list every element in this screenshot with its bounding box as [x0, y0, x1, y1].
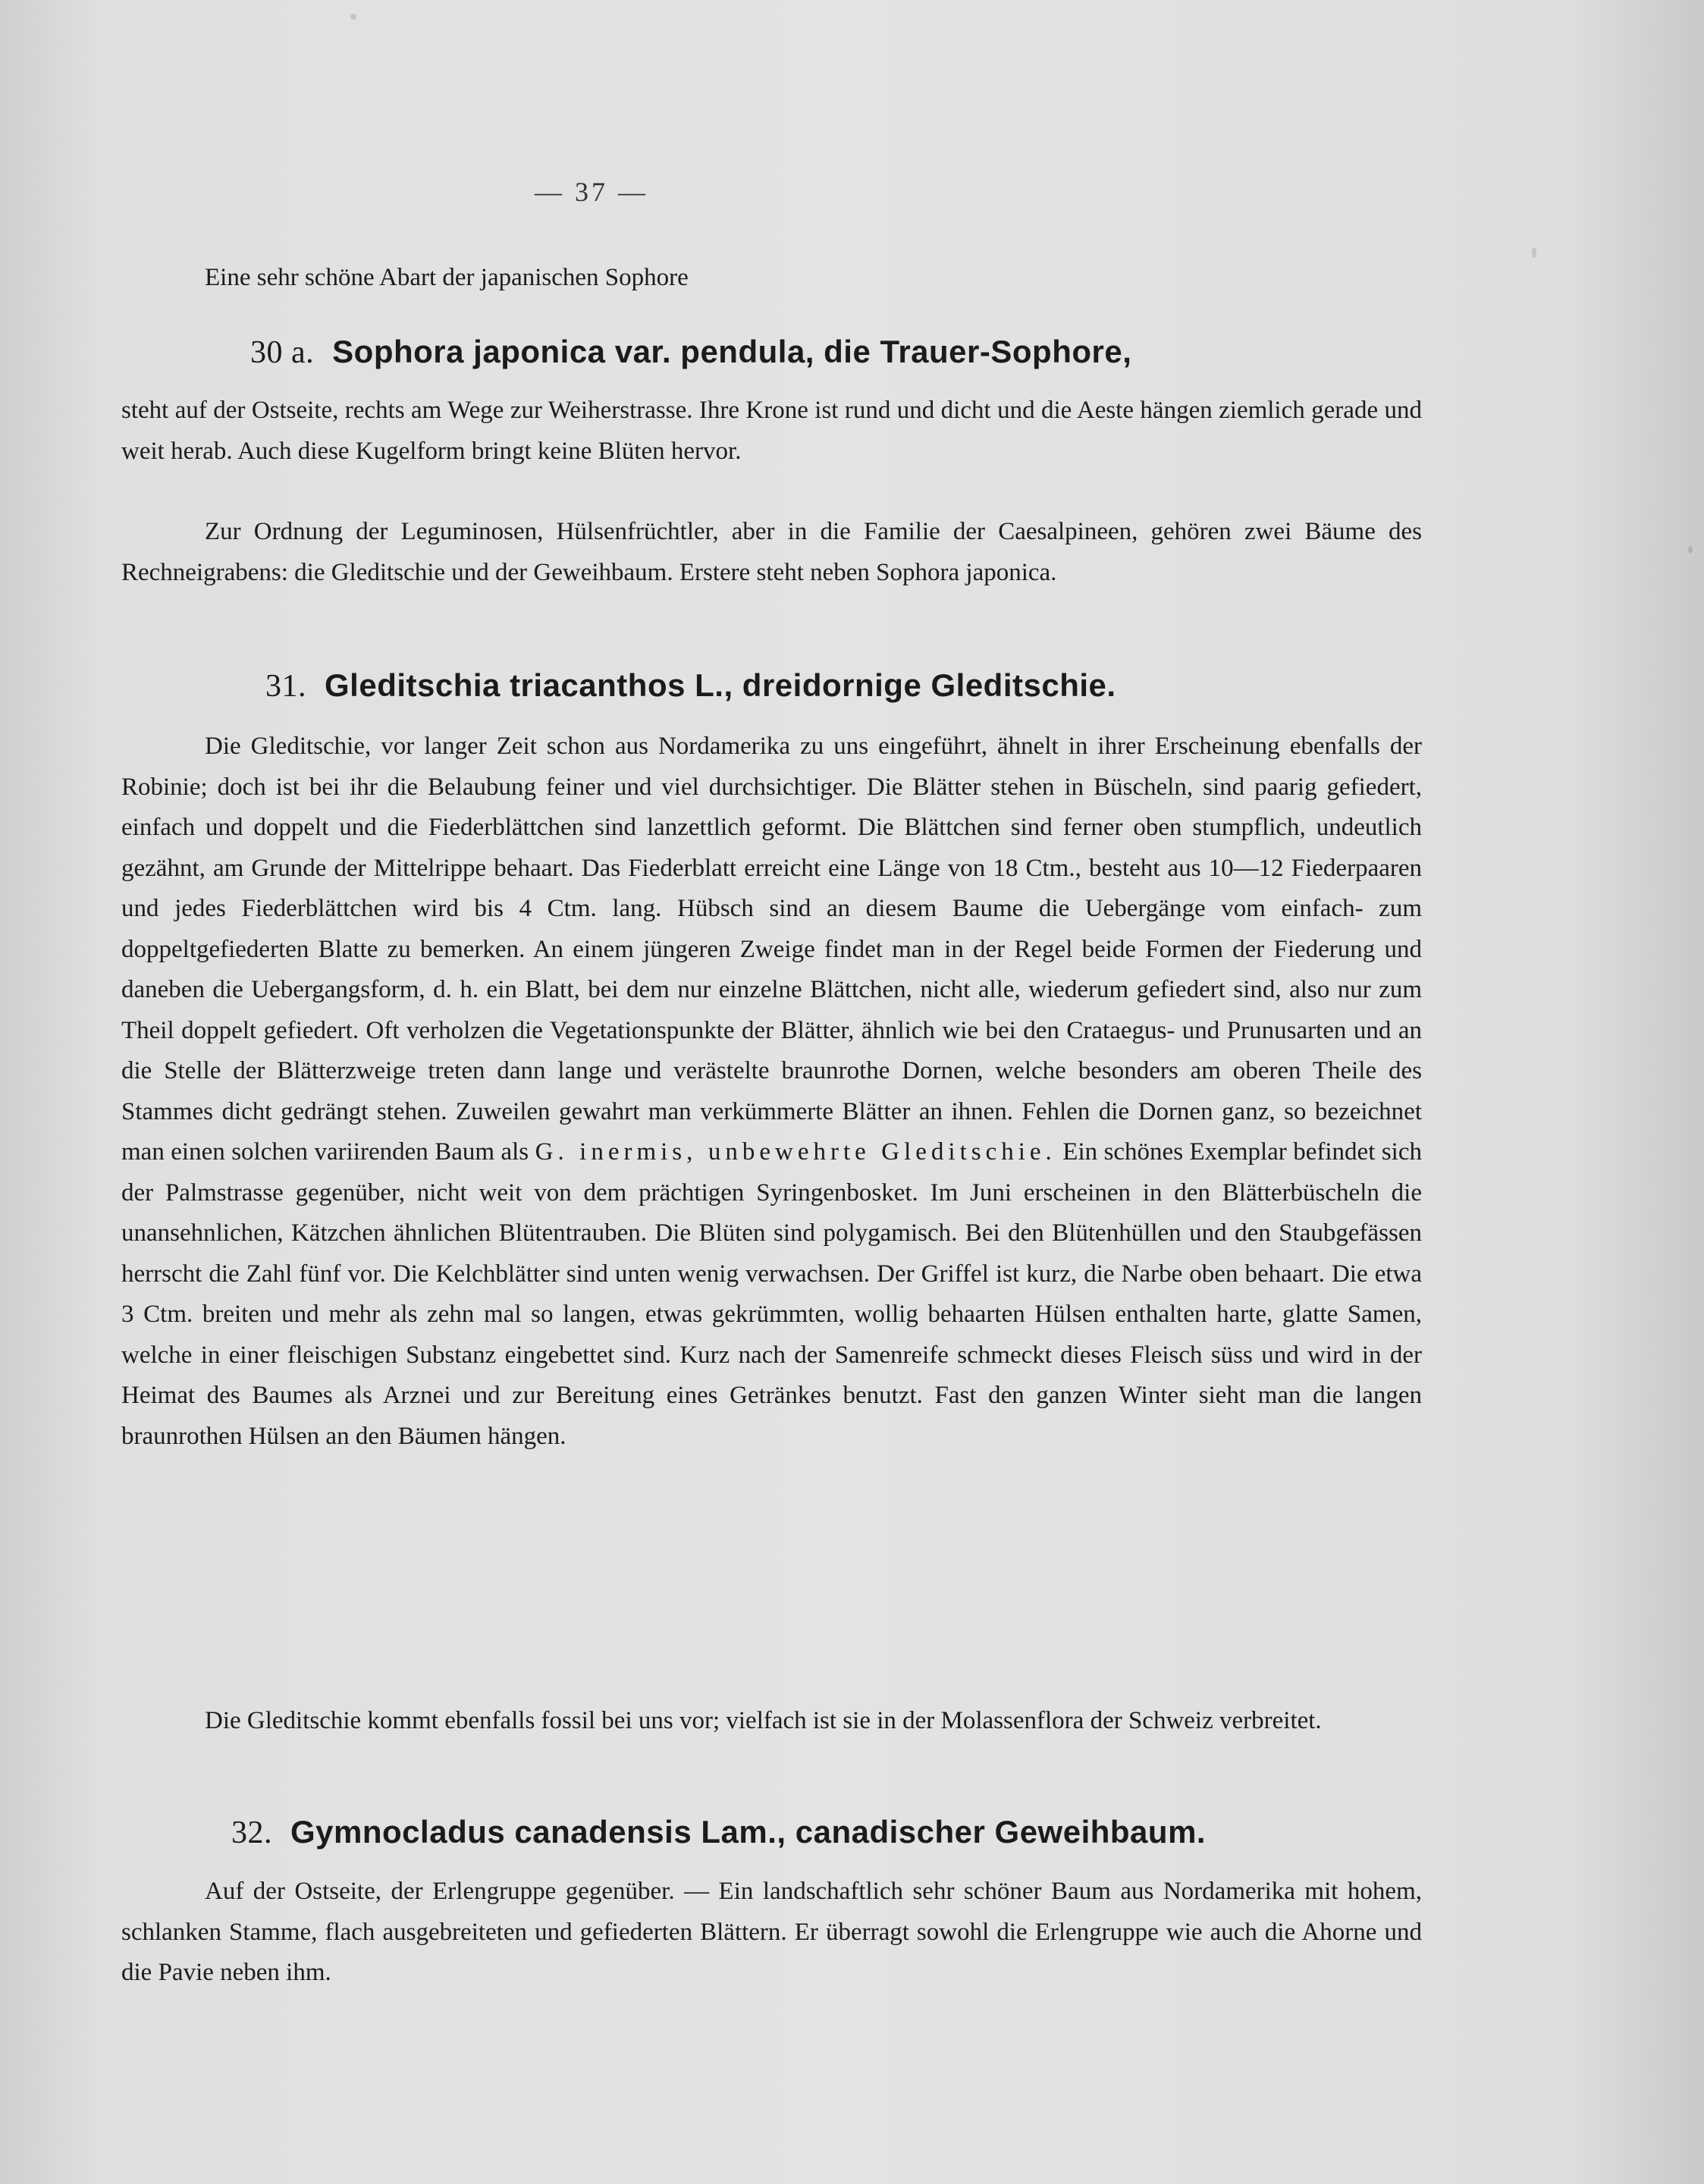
page-number: — 37 — [535, 177, 648, 207]
section-31-paragraph-2: Die Gleditschie kommt ebenfalls fossil bei uns vor; vielfach ist sie in der Molassenflora der Schweiz verbreitet. [205, 1707, 1322, 1734]
section-31-paragraph-1 [121, 726, 1422, 1457]
paper-blemish [350, 14, 356, 20]
section-31-spaced-term: G. inermis, unbewehrte Gleditschie. [535, 1138, 1056, 1166]
heading-31 [121, 667, 1422, 704]
section-32-paragraph-1: Auf der Ostseite, der Erlengruppe gegenüber. — Ein landschaftlich sehr schöner Baum aus Nordamerika mit hohem, schlanken Stamme, flach ausgebreiteten und gefiederten Blättern. Er überragt sowohl die Erlengruppe wie auch die Ahorne und die Pavie neben ihm. [121, 1878, 1422, 1986]
heading-30a [121, 334, 1422, 371]
section-31-paragraph-1-part-b: Ein schönes Exemplar befindet sich der Palmstrasse gegenüber, nicht weit von dem prächtigen Syringenbosket. Im Juni erscheinen in den Blätterbüscheln die unansehnlichen, Kätzchen ähnlichen Blütentrauben. Die Blüten sind polygamisch. Bei den Blütenhüllen und den Staubgefässen herrscht die Zahl fünf vor. Die Kelchblätter sind unten wenig verwachsen. Der Griffel ist kurz, die Narbe oben behaart. Die etwa 3 Ctm. breiten und mehr als zehn mal so langen, etwas gekrümmten, wollig behaarten Hülsen enthalten harte, glatte Samen, welche in einer fleischigen Substanz eingebettet sind. Kurz nach der Samenreife schmeckt dieses Fleisch süss und wird in der Heimat des Baumes als Arznei und zur Bereitung eines Getränkes benutzt. Fast den ganzen Winter sieht man die langen braunrothen Hülsen an den Bäumen hängen. [121, 1138, 1422, 1450]
paper-blemish [1688, 546, 1693, 554]
paper-blemish [1532, 247, 1536, 258]
heading-32-number: 32. [231, 1815, 272, 1850]
heading-32-title: Gymnocladus canadensis Lam., canadischer Geweihbaum. [290, 1814, 1207, 1850]
heading-30a-title: Sophora japonica var. pendula, die Trauer-Sophore, [332, 334, 1132, 369]
intro-line: Eine sehr schöne Abart der japanischen Sophore [205, 264, 689, 291]
section-31-paragraph-1-part-a: Die Gleditschie, vor langer Zeit schon aus Nordamerika zu uns eingeführt, ähnelt in ihrer Erscheinung ebenfalls der Robinie; doch ist bei ihr die Belaubung feiner und viel durchsichtiger. Die Blätter stehen in Büscheln, sind paarig gefiedert, einfach und doppelt und die Fiederblättchen sind lanzettlich geformt. Die Blättchen sind ferner oben stumpflich, undeutlich gezähnt, am Grunde der Mittelrippe behaart. Das Fiederblatt erreicht eine Länge von 18 Ctm., besteht aus 10—12 Fiederpaaren und jedes Fiederblättchen wird bis 4 Ctm. lang. Hübsch sind an diesem Baume die Uebergänge vom einfach- zum doppeltgefiederten Blatte zu bemerken. An einem jüngeren Zweige findet man in der Regel beide Formen der Fiederung und daneben die Uebergangsform, d. h. ein Blatt, bei dem nur einzelne Blättchen, nicht alle, wiederum gefiedert sind, also nur zum Theil doppelt gefiedert. Oft verholzen die Vegetationspunkte der Blätter, ähnlich wie bei den Crataegus- und Prunusarten und an die Stelle der Blätterzweige treten dann lange und verästelte braunrothe Dornen, welche besonders am oberen Theile des Stammes dicht gedrängt stehen. Zuweilen gewahrt man verkümmerte Blätter an ihnen. Fehlen die Dornen ganz, so bezeichnet man einen solchen variirenden Baum als [121, 733, 1422, 1166]
section-30a-paragraph-2: Zur Ordnung der Leguminosen, Hülsenfrüchtler, aber in die Familie der Caesalpineen, gehören zwei Bäume des Rechneigrabens: die Gleditschie und der Geweihbaum. Erstere steht neben Sophora japonica. [121, 518, 1422, 586]
heading-31-number: 31. [265, 669, 306, 704]
heading-30a-number: 30 a. [250, 335, 315, 370]
heading-32 [121, 1814, 1422, 1851]
heading-31-title: Gleditschia triacanthos L., dreidornige Gleditschie. [325, 667, 1116, 703]
section-30a-paragraph-1: steht auf der Ostseite, rechts am Wege zur Weiherstrasse. Ihre Krone ist rund und dicht und die Aeste hängen ziemlich gerade und weit herab. Auch diese Kugelform bringt keine Blüten hervor. [121, 397, 1422, 465]
